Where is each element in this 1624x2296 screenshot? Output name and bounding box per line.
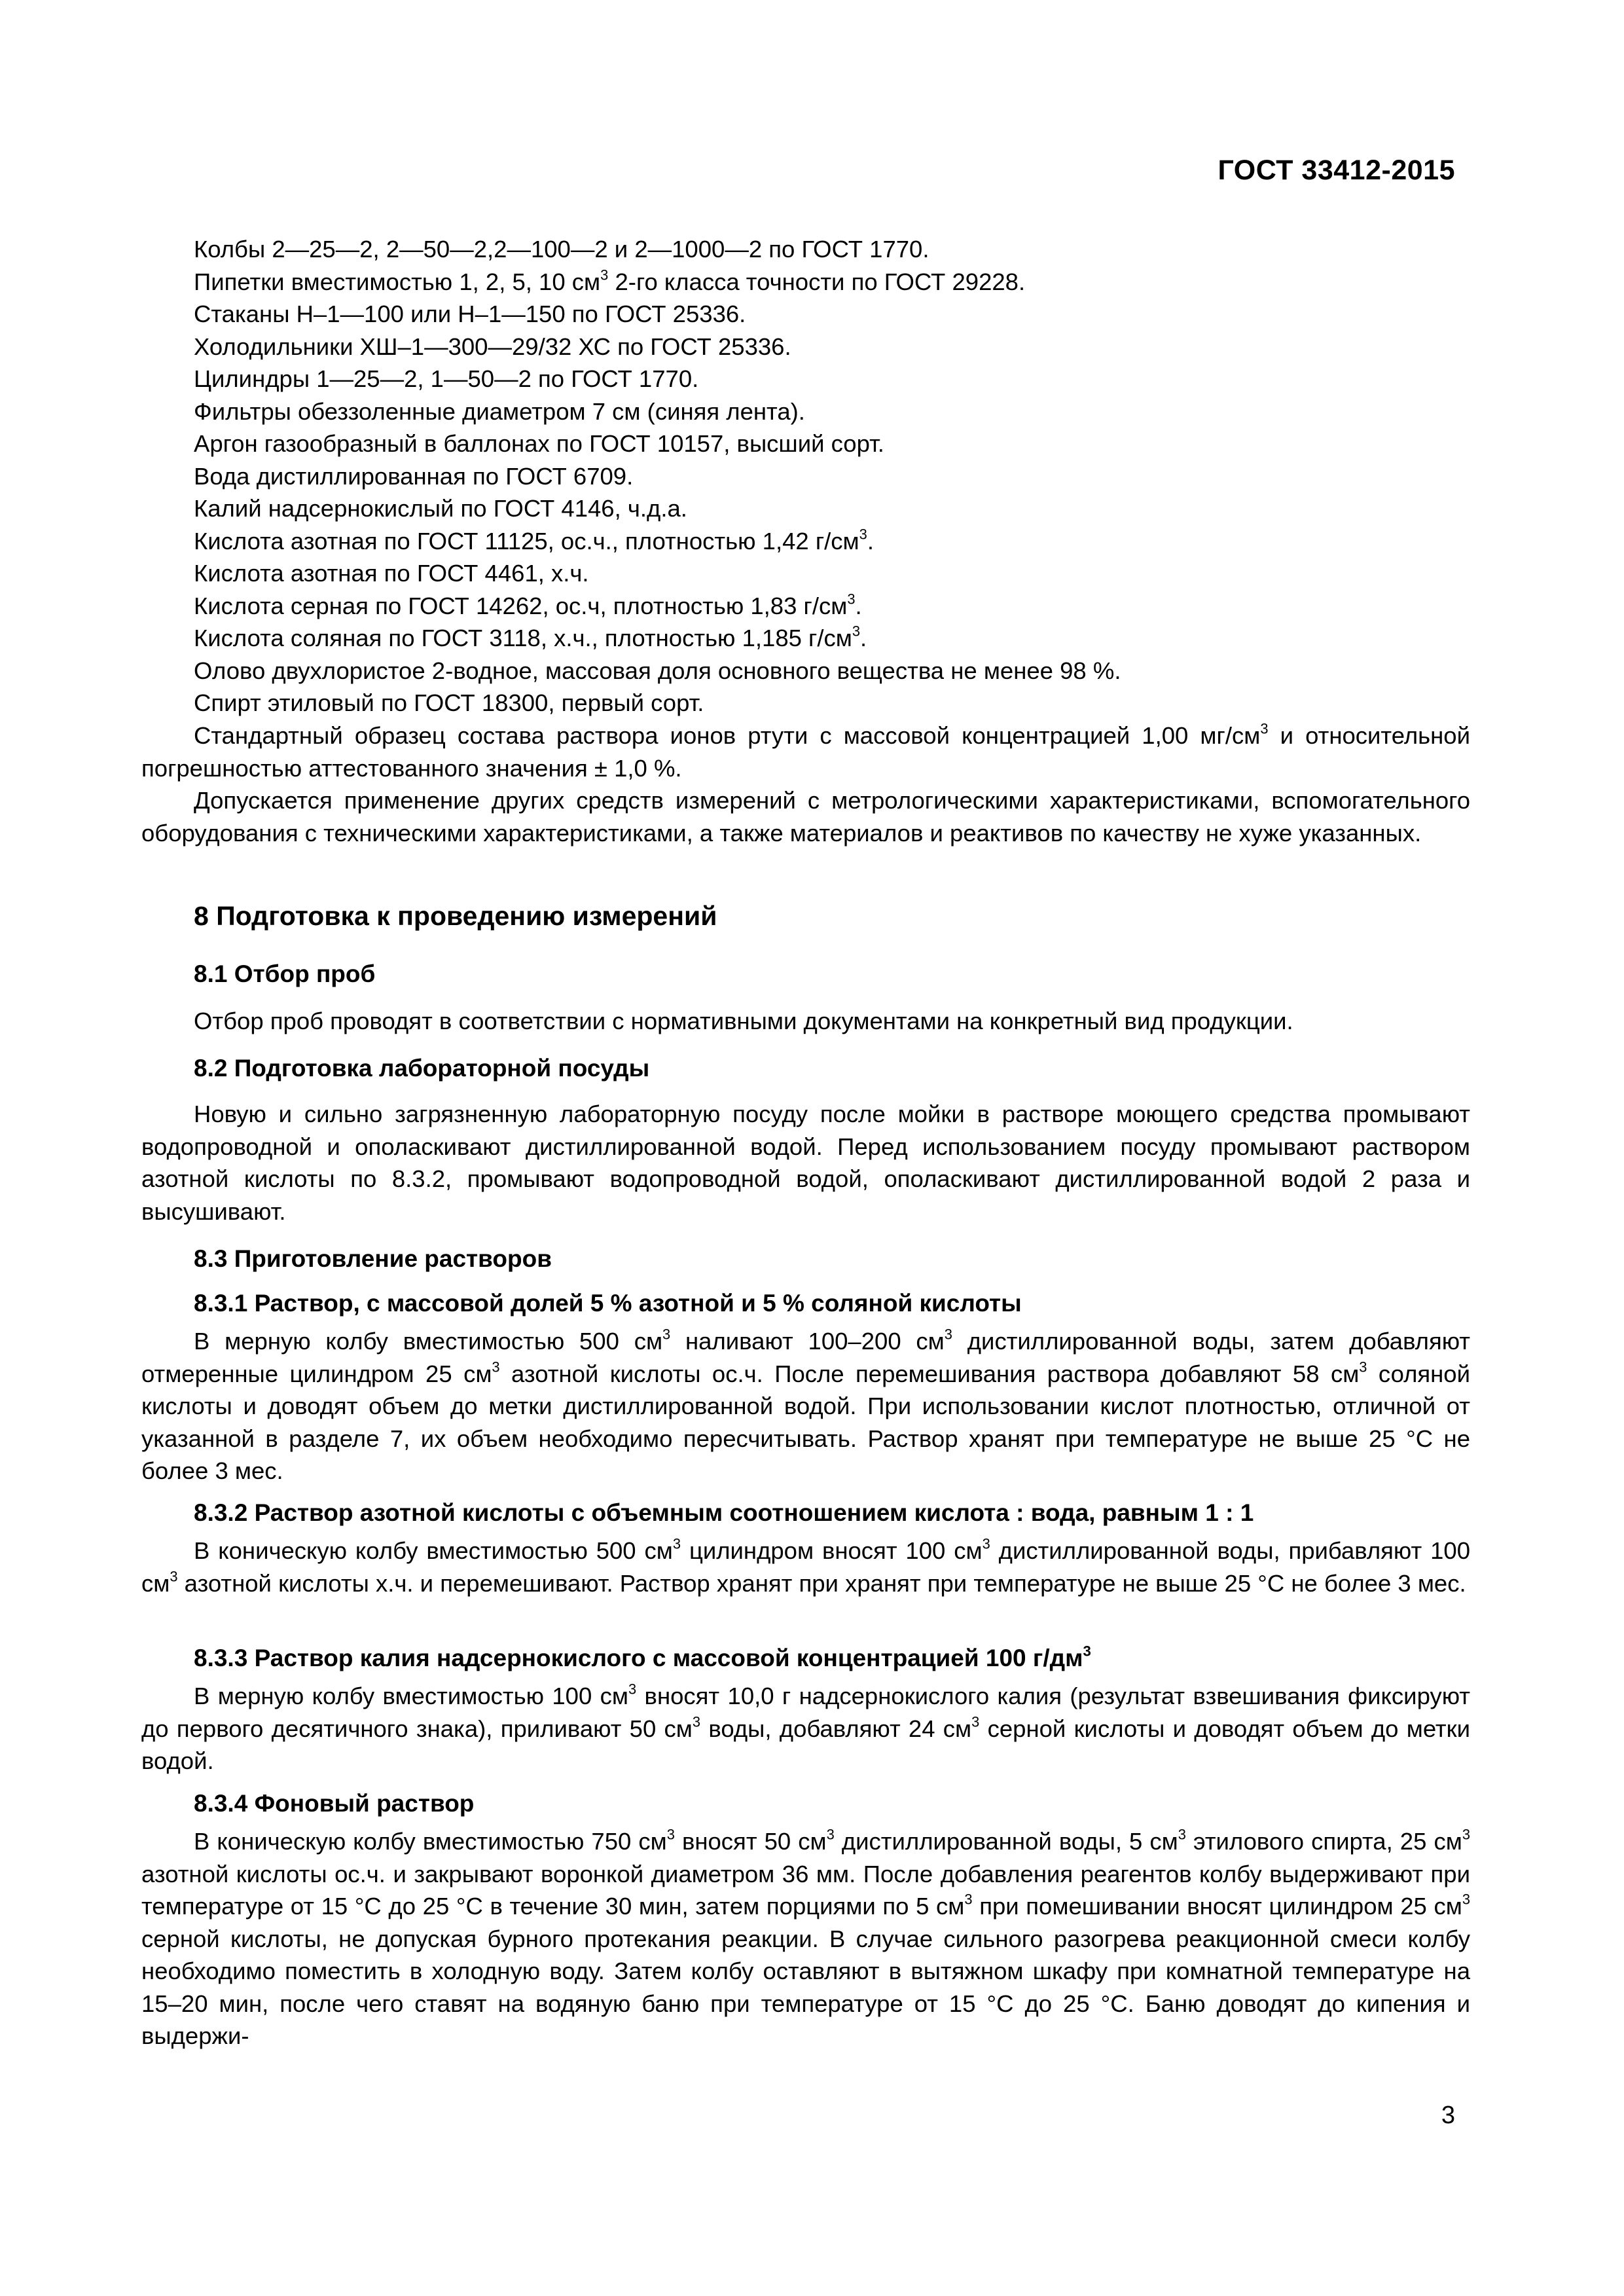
list-item: Калий надсернокислый по ГОСТ 4146, ч.д.а. [194,495,687,522]
allowance-paragraph [141,784,1470,849]
standard-sample-paragraph [141,720,1470,784]
section-8-3-2-title: 8.3.2 Раствор азотной кислоты с объемным соотношением кислота : вода, равным 1 : 1 [194,1499,1254,1526]
section-8-3-2-paragraph [141,1535,1470,1599]
section-8-1-title: 8.1 Отбор проб [194,960,376,987]
page-header-standard: ГОСТ 33412-2015 [1218,155,1455,186]
list-item: Холодильники ХШ–1—300—29/32 ХС по ГОСТ 25336. [194,333,791,360]
list-item: Стаканы Н–1—100 или Н–1—150 по ГОСТ 25336. [194,301,746,327]
section-8-3-1-text: В мерную колбу вместимостью 500 $см^3$ наливают 100–200 $см^3$ дистиллированной воды, затем добавляют отмеренные цилиндром 25 $см^3$ азотной кислоты ос.ч. После перемешивания раствора добавляют 58 $см^3$ соляной кислоты и доводят объем до метки дистиллированной водой. При использовании кислот плотностью, отличной от указанной в разделе 7, их объем необходимо пересчитывать. Раствор хранят при температуре не выше 25 °С не более 3 мес. [141,1326,1471,1484]
section-8-2-title: 8.2 Подготовка лабораторной посуды [194,1055,650,1082]
section-8-2-paragraph [141,1098,1470,1228]
section-8-2-text: Новую и сильно загрязненную лабораторную посуду после мойки в растворе моющего средства промывают водопроводной и ополаскивают дистиллированной водой. Перед использованием посуду промывают раствором азотной кислоты по 8.3.2, промывают водопроводной водой, ополаскивают дистиллированной водой 2 раза и высушивают. [141,1101,1470,1225]
materials-list [194,233,1470,720]
list-item: Кислота азотная по ГОСТ 11125, ос.ч., плотностью 1,42 $г/см^3$. [194,526,874,555]
list-item: Кислота соляная по ГОСТ 3118, х.ч., плотностью 1,185 $г/см^3$. [194,623,867,651]
section-8-1-paragraph [141,1005,1470,1038]
section-8-title: 8 Подготовка к проведению измерений [194,901,717,931]
list-item: Кислота серная по ГОСТ 14262, ос.ч, плотностью 1,83 $г/см^3$. [194,591,862,619]
list-item: Аргон газообразный в баллонах по ГОСТ 10157, высший сорт. [194,430,884,457]
section-8-3-2-text: В коническую колбу вместимостью 500 $см^3$ цилиндром вносят 100 $см^3$ дистиллированной воды, прибавляют 100 $см^3$ азотной кислоты х.ч. и перемешивают. Раствор хранят при хранят при температуре не выше 25 °С не более 3 мес. [141,1535,1470,1597]
section-8-1-text: Отбор проб проводят в соответствии с нормативными документами на конкретный вид продукции. [194,1008,1293,1034]
list-item: Спирт этиловый по ГОСТ 18300, первый сорт. [194,689,704,716]
section-8-3-1-paragraph [141,1325,1470,1487]
allowance-text: Допускается применение других средств измерений с метрологическими характеристиками, вспомогательного оборудования с техническими характеристиками, а также материалов и реактивов по качеству не хуже указанных. [141,787,1470,847]
list-item: Вода дистиллированная по ГОСТ 6709. [194,462,634,490]
list-item: Пипетки вместимостью 1, 2, 5, 10 $см^3$ 2-го класса точности по ГОСТ 29228. [194,266,1026,295]
section-8-3-3-paragraph [141,1680,1470,1777]
section-8-3-4-paragraph [141,1825,1470,2052]
list-item: Цилиндры 1—25—2, 1—50—2 по ГОСТ 1770. [194,365,699,392]
section-8-3-title: 8.3 Приготовление растворов [194,1245,552,1272]
list-item: Колбы 2—25—2, 2—50—2,2—100—2 и 2—1000—2 по ГОСТ 1770. [194,236,929,263]
list-item: Олово двухлористое 2-водное, массовая доля основного вещества не менее 98 %. [194,657,1121,684]
section-8-3-4-text: В коническую колбу вместимостью 750 $см^3$ вносят 50 $см^3$ дистиллированной воды, 5 $см^3$ этилового спирта, 25 $см^3$ азотной кислоты ос.ч. и закрывают воронкой диаметром 36 мм. После добавления реагентов колбу выдерживают при температуре от 15 °С до 25 °С в течение 30 мин, затем порциями по 5 $см^3$ при помешивании вносят цилиндром 25 $см^3$ серной кислоты, не допуская бурного протекания реакции. В случае сильного разогрева реакционной смеси колбу необходимо поместить в холодную воду. Затем колбу оставляют в вытяжном шкафу при комнатной температуре на 15–20 мин, после чего ставят на водяную баню при температуре от 15 °С до 25 °С. Баню доводят до кипения и выдержи- [141,1826,1470,2049]
standard-sample-text: Стандартный образец состава раствора ионов ртути с массовой концентрацией 1,00 $мг/см^3$ и относительной погрешностью аттестованного значения ± 1,0 %. [141,720,1470,782]
list-item: Фильтры обеззоленные диаметром 7 см (синяя лента). [194,397,805,425]
section-8-3-4-title: 8.3.4 Фоновый раствор [194,1790,475,1817]
section-8-3-3-text: В мерную колбу вместимостью 100 $см^3$ вносят 10,0 г надсернокислого калия (результат взвешивания фиксируют до первого десятичного знака), приливают 50 $см^3$ воды, добавляют 24 $см^3$ серной кислоты и доводят объем до метки водой. [141,1681,1470,1774]
section-8-3-1-title: 8.3.1 Раствор, с массовой долей 5 % азотной и 5 % соляной кислоты [194,1290,1022,1317]
page-number: 3 [1441,2102,1455,2129]
section-8-3-3-title: 8.3.3 Раствор калия надсернокислого с массовой концентрацией 100 $г/дм^3$ [194,1643,1091,1671]
list-item: Кислота азотная по ГОСТ 4461, х.ч. [194,560,589,587]
